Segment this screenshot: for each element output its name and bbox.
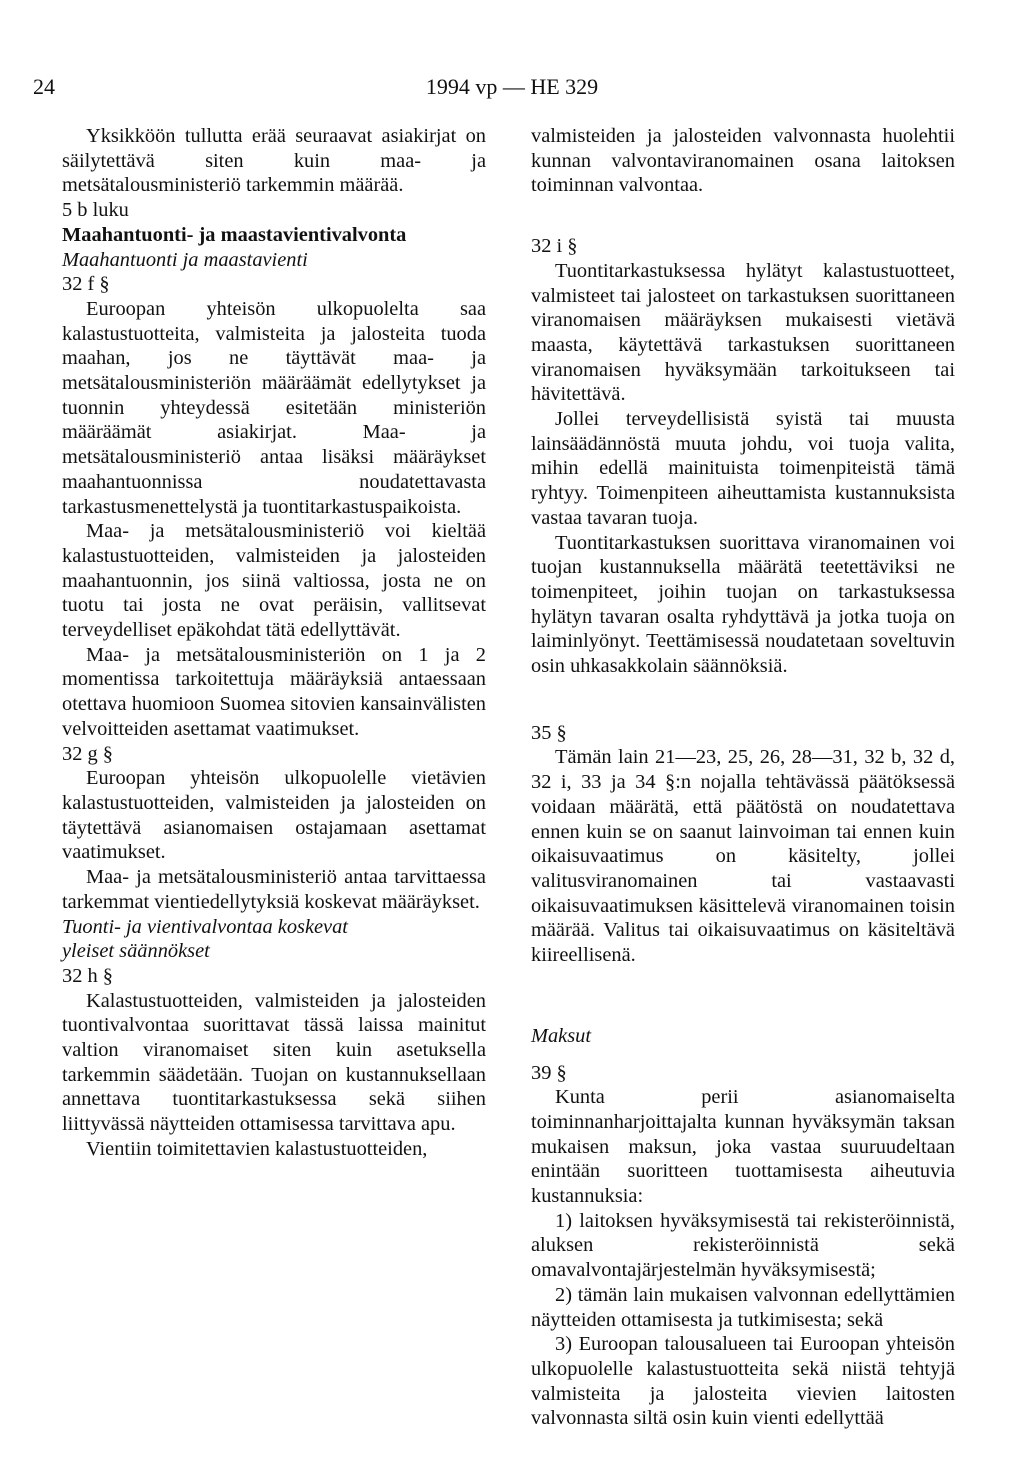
left-column bbox=[62, 124, 486, 1162]
section-39-item-1: 1) laitoksen hyväksymisestä tai rekisteröinnistä, aluksen rekisteröinnistä sekä omavalvontajärjestelmän hyväksymisestä; bbox=[531, 1209, 955, 1282]
subheading-import-export: Maahantuonti ja maastavienti bbox=[62, 248, 308, 271]
section-32f-paragraph-1: Euroopan yhteisön ulkopuolelta saa kalastustuotteita, valmisteita ja jalosteita tuoda maahan, jos ne täyttävät maa- ja metsätalousministeriön määräämät edellytykset ja tuonnin yhteydessä esitetään ministeriön määräämät asiakirjat. Maa- ja metsätalousministeriö antaa lisäksi määräykset maahantuonnissa noudatettavasta tarkastusmenettelystä ja tuontitarkastuspaikoista. bbox=[62, 297, 486, 518]
section-32f-heading: 32 f § bbox=[62, 273, 110, 296]
section-32g-paragraph-2: Maa- ja metsätalousministeriö antaa tarvittaessa tarkemmat vientiedellytyksiä koskevat määräykset. bbox=[62, 866, 486, 913]
section-32i-paragraph-2: Jollei terveydellisistä syistä tai muusta lainsäädännöstä muuta johdu, voi tuoja valita, mihin edellä mainituista toimenpiteistä tämä ryhtyy. Toimenpiteen aiheuttamista kustannuksista vastaa tavaran tuoja. bbox=[531, 408, 955, 529]
running-title: 1994 vp — HE 329 bbox=[425, 74, 599, 99]
chapter-number: 5 b luku bbox=[62, 199, 129, 222]
subheading-general-provisions-line-2: yleiset säännökset bbox=[62, 940, 210, 963]
section-39-heading: 39 § bbox=[531, 1061, 567, 1084]
section-32h-paragraph-1: Kalastustuotteiden, valmisteiden ja jalosteiden tuontivalvontaa suorittavat tässä laissa mainitut valtion viranomaiset siten kuin asetuksella tarkemmin säädetään. Tuojan on kustannuksellaan annettava tuontitarkastuksessa sekä siihen liittyvässä näytteiden ottamisessa tarvittava apu. bbox=[62, 989, 486, 1136]
section-32h-heading: 32 h § bbox=[62, 964, 113, 987]
page-header bbox=[33, 74, 991, 110]
section-32f-paragraph-2: Maa- ja metsätalousministeriö voi kieltää kalastustuotteiden, valmisteiden ja jalosteiden maahantuonnin, jos siinä valtiossa, josta ne on tuotu tai josta ne ovat peräisin, vallitsevat terveydelliset epäkohdat tätä edellyttävät. bbox=[62, 520, 486, 642]
right-column bbox=[531, 124, 955, 1431]
section-32i-heading: 32 i § bbox=[531, 235, 578, 258]
page-number: 24 bbox=[33, 74, 55, 99]
section-39-item-3: 3) Euroopan talousalueen tai Euroopan yhteisön ulkopuolelle kalastustuotteita sekä niistä tehtyjä valmisteita ja jalosteita vievien laitosten valvonnasta siltä osin kuin vienti edellyttää bbox=[531, 1333, 955, 1430]
section-35-heading: 35 § bbox=[531, 721, 567, 744]
section-32g-heading: 32 g § bbox=[62, 742, 113, 765]
section-35-paragraph: Tämän lain 21—23, 25, 26, 28—31, 32 b, 32 d, 32 i, 33 ja 34 §:n nojalla tehtävässä päätöksessä voidaan määrätä, että päätöstä on noudatettava ennen kuin se on saanut lainvoiman tai ennen kuin oikaisuvaatimus on käsitelty, jollei valitusviranomainen tai vastaavasti oikaisuvaatimuksen käsittelevä viranomainen toisin määrää. Valitus tai oikaisuvaatimus on käsiteltävä kiireellisenä. bbox=[531, 746, 955, 967]
subheading-fees: Maksut bbox=[531, 1024, 592, 1047]
intro-paragraph: Yksikköön tullutta erää seuraavat asiakirjat on säilytettävä siten kuin maa- ja metsätalousministeriö tarkemmin määrää. bbox=[62, 125, 486, 197]
section-32i-paragraph-1: Tuontitarkastuksessa hylätyt kalastustuotteet, valmisteet tai jalosteet on tarkastuksen suorittaneen viranomaisen määräyksen mukaisesti vietävä maasta, käytettävä tarkastuksen suorittaneen viranomaisen hyväksymään tarkoitukseen tai hävitettävä. bbox=[531, 259, 955, 406]
section-39-paragraph: Kunta perii asianomaiselta toiminnanharjoittajalta kunnan hyväksymän taksan mukaisen maksun, joka vastaa suuruudeltaan enintään suoritteen tuottamisesta aiheutuvia kustannuksia: bbox=[531, 1086, 955, 1208]
section-32g-paragraph-1: Euroopan yhteisön ulkopuolelle vietävien kalastustuotteiden, valmisteiden ja jalosteiden on täytettävä asianomaisen ostajamaan asettamat vaatimukset. bbox=[62, 767, 486, 864]
section-32h-paragraph-2: Vientiin toimitettavien kalastustuotteiden, bbox=[86, 1137, 428, 1160]
chapter-title: Maahantuonti- ja maastavientivalvonta bbox=[62, 223, 407, 246]
continued-paragraph: valmisteiden ja jalosteiden valvonnasta huolehtii kunnan valvontaviranomainen osana laitoksen toiminnan valvontaa. bbox=[531, 125, 955, 197]
section-32i-paragraph-3: Tuontitarkastuksen suorittava viranomainen voi tuojan kustannuksella määrätä teetettäviksi ne toimenpiteet, joihin tuojan on tarkastuksessa hylätyn tavaran osalta ryhdyttävä ja jotka tuoja on laiminlyönyt. Teettämisessä noudatetaan soveltuvin osin uhkasakkolain säännöksiä. bbox=[531, 531, 955, 678]
subheading-general-provisions-line-1: Tuonti- ja vientivalvontaa koskevat bbox=[62, 915, 348, 938]
section-39-item-2: 2) tämän lain mukaisen valvonnan edellyttämien näytteiden ottamisesta ja tutkimisesta; sekä bbox=[531, 1283, 955, 1331]
section-32f-paragraph-3: Maa- ja metsätalousministeriön on 1 ja 2 momentissa tarkoitettuja määräyksiä antaessaan otettava huomioon Suomea sitovien kansainvälisten velvoitteiden asettamat vaatimukset. bbox=[62, 643, 486, 740]
